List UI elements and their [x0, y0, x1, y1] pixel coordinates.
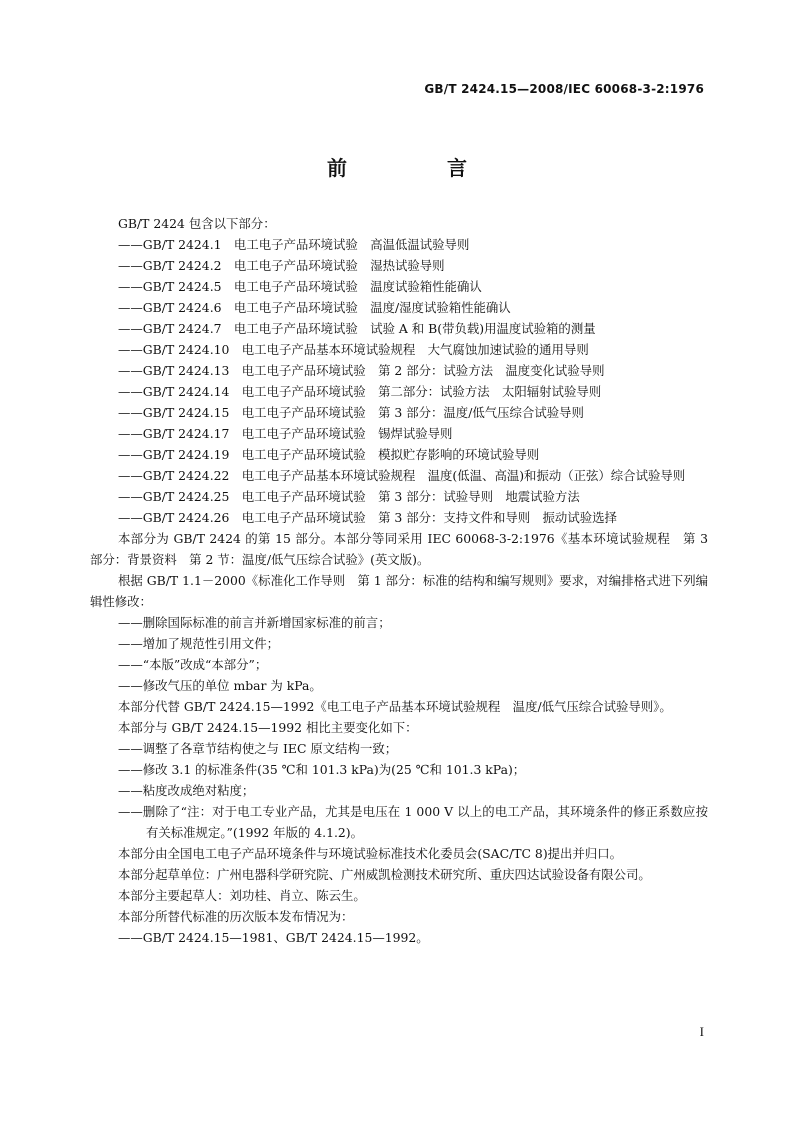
list-item: ——修改 3.1 的标准条件(35 ℃和 101.3 kPa)为(25 ℃和 101.3 kPa)；: [118, 762, 526, 777]
replacement-paragraph: 本部分代替 GB/T 2424.15—1992《电工电子产品基本环境试验规程 温度/低气压综合试验导则》。: [118, 699, 672, 714]
list-item: ——粘度改成绝对粘度；: [118, 783, 255, 798]
list-item: ——删除了“注：对于电工专业产品，尤其是电压在 1 000 V 以上的电工产品，其环境条件的修正系数应按有关标准规定。”(1992 年版的 4.1.2)。: [118, 804, 708, 840]
page-title: 前 言: [327, 156, 507, 180]
editorial-changes-paragraph: 根据 GB/T 1.1－2000《标准化工作导则 第 1 部分：标准的结构和编写规则》要求，对编排格式进下列编辑性修改：: [90, 573, 708, 609]
list-item: ——增加了规范性引用文件；: [118, 636, 280, 651]
parts-list: [90, 234, 708, 528]
standard-number-header: GB/T 2424.15—2008/IEC 60068-3-2:1976: [424, 82, 704, 96]
list-item: ——GB/T 2424.14 电工电子产品环境试验 第二部分：试验方法 太阳辐射试验导则: [118, 384, 602, 399]
list-item: ——GB/T 2424.17 电工电子产品环境试验 锡焊试验导则: [118, 426, 453, 441]
intro-paragraph: GB/T 2424 包含以下部分：: [118, 216, 276, 231]
list-item: ——GB/T 2424.5 电工电子产品环境试验 温度试验箱性能确认: [118, 279, 482, 294]
edits-list: [90, 612, 708, 696]
list-item: ——GB/T 2424.1 电工电子产品环境试验 高温低温试验导则: [118, 237, 470, 252]
list-item: ——GB/T 2424.19 电工电子产品环境试验 模拟贮存影响的环境试验导则: [118, 447, 540, 462]
list-item: ——“本版”改成“本部分”；: [118, 657, 268, 672]
list-item: ——修改气压的单位 mbar 为 kPa。: [118, 678, 322, 693]
list-item: ——GB/T 2424.26 电工电子产品环境试验 第 3 部分：支持文件和导则 振动试验选择: [118, 510, 617, 525]
adoption-paragraph: 本部分为 GB/T 2424 的第 15 部分。本部分等同采用 IEC 60068-3-2:1976《基本环境试验规程 第 3 部分：背景资料 第 2 节：温度/低气压综合试验》(英文版)。: [90, 531, 708, 567]
list-item: ——GB/T 2424.15 电工电子产品环境试验 第 3 部分：温度/低气压综合试验导则: [118, 405, 584, 420]
drafting-units-paragraph: 本部分起草单位：广州电器科学研究院、广州威凯检测技术研究所、重庆四达试验设备有限公司。: [118, 867, 651, 882]
list-item: ——删除国际标准的前言并新增国家标准的前言；: [118, 615, 391, 630]
changes-intro-paragraph: 本部分与 GB/T 2424.15—1992 相比主要变化如下：: [118, 720, 418, 735]
proposer-paragraph: 本部分由全国电工电子产品环境条件与环境试验标准技术化委员会(SAC/TC 8)提出并归口。: [118, 846, 622, 861]
list-item: ——GB/T 2424.2 电工电子产品环境试验 湿热试验导则: [118, 258, 445, 273]
list-item: ——调整了各章节结构使之与 IEC 原文结构一致；: [118, 741, 398, 756]
foreword-body: [90, 213, 708, 948]
list-item: ——GB/T 2424.10 电工电子产品基本环境试验规程 大气腐蚀加速试验的通用导则: [118, 342, 589, 357]
list-item: ——GB/T 2424.13 电工电子产品环境试验 第 2 部分：试验方法 温度变化试验导则: [118, 363, 605, 378]
changes-list: [90, 738, 708, 843]
drafters-paragraph: 本部分主要起草人：刘功桂、肖立、陈云生。: [118, 888, 366, 903]
history-item: ——GB/T 2424.15—1981、GB/T 2424.15—1992。: [118, 930, 429, 945]
list-item: ——GB/T 2424.22 电工电子产品基本环境试验规程 温度(低温、高温)和振动（正弦）综合试验导则: [118, 468, 686, 483]
list-item: ——GB/T 2424.7 电工电子产品环境试验 试验 A 和 B(带负载)用温度试验箱的测量: [118, 321, 596, 336]
list-item: ——GB/T 2424.25 电工电子产品环境试验 第 3 部分：试验导则 地震试验方法: [118, 489, 580, 504]
history-intro-paragraph: 本部分所替代标准的历次版本发布情况为：: [118, 909, 354, 924]
page-number: I: [699, 1024, 704, 1039]
list-item: ——GB/T 2424.6 电工电子产品环境试验 温度/湿度试验箱性能确认: [118, 300, 511, 315]
